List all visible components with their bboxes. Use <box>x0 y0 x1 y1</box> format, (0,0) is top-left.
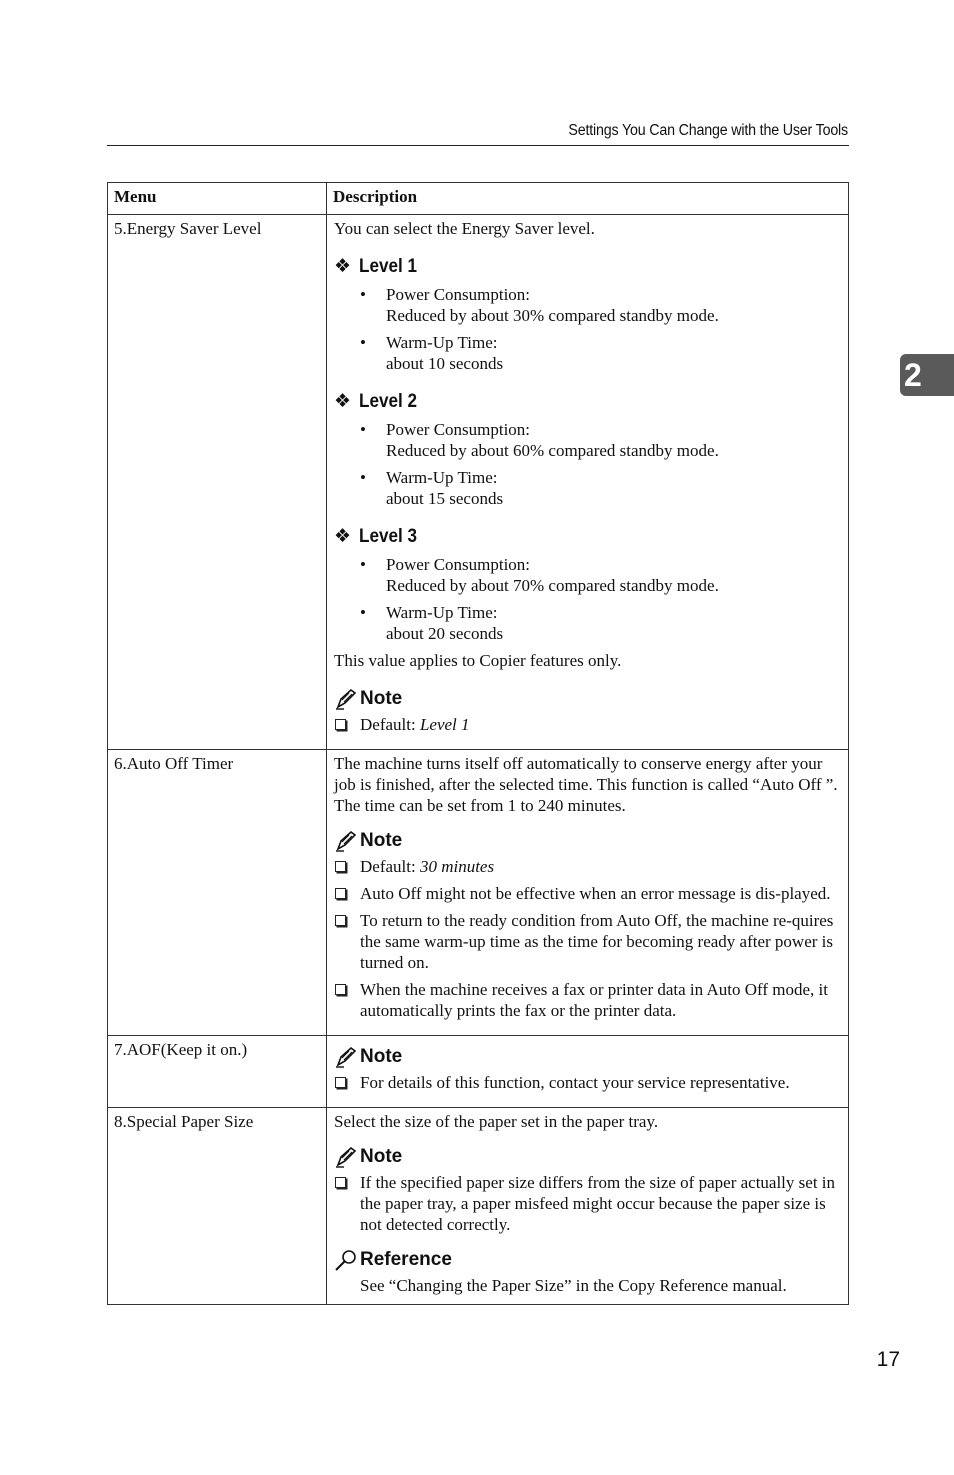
bullet-icon: • <box>360 420 366 439</box>
bullet-icon: • <box>360 555 366 574</box>
settings-table <box>107 182 849 1305</box>
note-default-value: 30 minutes <box>419 857 495 876</box>
description-cell <box>327 1036 849 1108</box>
level-bullet-list <box>334 284 842 374</box>
menu-cell: 8.Special Paper Size <box>108 1108 327 1305</box>
checkbox-icon <box>335 861 346 872</box>
chapter-tab: 2 <box>900 354 954 396</box>
column-header-menu: Menu <box>108 183 327 215</box>
reference-text: See “Changing the Paper Size” in the Copy Reference manual. <box>360 1276 787 1295</box>
table-row <box>108 1036 849 1108</box>
note-item <box>334 883 842 904</box>
level-heading <box>334 391 842 413</box>
note-heading <box>334 1046 842 1068</box>
note-title: Note <box>360 830 403 851</box>
item-label: Warm-Up Time: <box>386 603 498 622</box>
bullet-icon: • <box>360 603 366 622</box>
checkbox-icon <box>335 888 346 899</box>
menu-cell: 6.Auto Off Timer <box>108 750 327 1036</box>
diamond-icon: ❖ <box>334 256 352 277</box>
note-text: For details of this function, contact your service representative. <box>360 1073 790 1092</box>
table-header-row <box>108 183 849 215</box>
menu-cell: 5.Energy Saver Level <box>108 215 327 750</box>
item-value: Reduced by about 70% compared standby mode. <box>386 576 719 595</box>
item-label: Warm-Up Time: <box>386 468 498 487</box>
checkbox-icon <box>335 719 346 730</box>
description-cell <box>327 1108 849 1305</box>
note-default-label: Default: <box>360 715 420 734</box>
level-title: Level 3 <box>359 526 417 547</box>
level-title: Level 2 <box>359 391 417 412</box>
description-intro: Select the size of the paper set in the paper tray. <box>334 1112 659 1131</box>
reference-heading <box>334 1249 842 1271</box>
list-item <box>360 602 842 644</box>
pencil-note-icon <box>334 688 358 710</box>
level-title: Level 1 <box>359 256 417 277</box>
table-row <box>108 1108 849 1305</box>
level-heading <box>334 526 842 548</box>
diamond-icon: ❖ <box>334 526 352 547</box>
bullet-icon: • <box>360 285 366 304</box>
checkbox-icon <box>335 984 346 995</box>
item-label: Power Consumption: <box>386 555 531 574</box>
magnifier-icon <box>334 1249 358 1271</box>
column-header-description: Description <box>327 183 849 215</box>
note-title: Note <box>360 1146 403 1167</box>
item-value: about 10 seconds <box>386 354 504 373</box>
menu-cell: 7.AOF(Keep it on.) <box>108 1036 327 1108</box>
note-text: When the machine receives a fax or printer data in Auto Off mode, it automatically prints the fax or the printer data. <box>360 980 828 1020</box>
description-intro: You can select the Energy Saver level. <box>334 219 595 238</box>
note-default-label: Default: <box>360 857 420 876</box>
checkbox-icon <box>335 1077 346 1088</box>
note-item <box>334 979 842 1021</box>
bullet-icon: • <box>360 468 366 487</box>
footnote-text: This value applies to Copier features only. <box>334 651 622 670</box>
note-default-value: Level 1 <box>419 715 470 734</box>
level-bullet-list <box>334 554 842 644</box>
item-label: Power Consumption: <box>386 285 531 304</box>
checkbox-icon <box>335 1177 346 1188</box>
bullet-icon: • <box>360 333 366 352</box>
level-heading <box>334 256 842 278</box>
note-heading <box>334 830 842 852</box>
list-item <box>360 419 842 461</box>
pencil-note-icon <box>334 1046 358 1068</box>
note-heading <box>334 688 842 710</box>
list-item <box>360 332 842 374</box>
table-row <box>108 215 849 750</box>
note-item <box>334 1072 842 1093</box>
note-text: If the specified paper size differs from the size of paper actually set in the paper tray, a paper misfeed might occur because the paper size is not detected correctly. <box>360 1173 836 1234</box>
note-item <box>334 910 842 973</box>
note-title: Note <box>360 1046 403 1067</box>
note-text: Auto Off might not be effective when an error message is dis-played. <box>360 884 831 903</box>
checkbox-icon <box>335 915 346 926</box>
list-item <box>360 467 842 509</box>
description-intro: The machine turns itself off automatically to conserve energy after your job is finished, after the selected time. This function is called “Auto Off ”. The time can be set from 1 to 240 minutes. <box>334 754 838 815</box>
note-title: Note <box>360 688 403 709</box>
item-value: about 15 seconds <box>386 489 504 508</box>
running-header: Settings You Can Change with the User Tools <box>568 122 848 139</box>
note-item <box>334 714 842 735</box>
note-item <box>334 856 842 877</box>
list-item <box>360 554 842 596</box>
item-label: Power Consumption: <box>386 420 531 439</box>
pencil-note-icon <box>334 1146 358 1168</box>
item-value: Reduced by about 60% compared standby mode. <box>386 441 719 460</box>
reference-title: Reference <box>360 1249 452 1270</box>
header-rule <box>107 145 849 146</box>
item-label: Warm-Up Time: <box>386 333 498 352</box>
description-cell <box>327 750 849 1036</box>
level-bullet-list <box>334 419 842 509</box>
pencil-note-icon <box>334 830 358 852</box>
note-text: To return to the ready condition from Auto Off, the machine re-quires the same warm-up time as the time for becoming ready after power is turned on. <box>360 911 834 972</box>
list-item <box>360 284 842 326</box>
note-heading <box>334 1146 842 1168</box>
diamond-icon: ❖ <box>334 391 352 412</box>
table-row <box>108 750 849 1036</box>
item-value: about 20 seconds <box>386 624 504 643</box>
description-cell <box>327 215 849 750</box>
item-value: Reduced by about 30% compared standby mode. <box>386 306 719 325</box>
page-number: 17 <box>876 1348 900 1371</box>
note-item <box>334 1172 842 1235</box>
